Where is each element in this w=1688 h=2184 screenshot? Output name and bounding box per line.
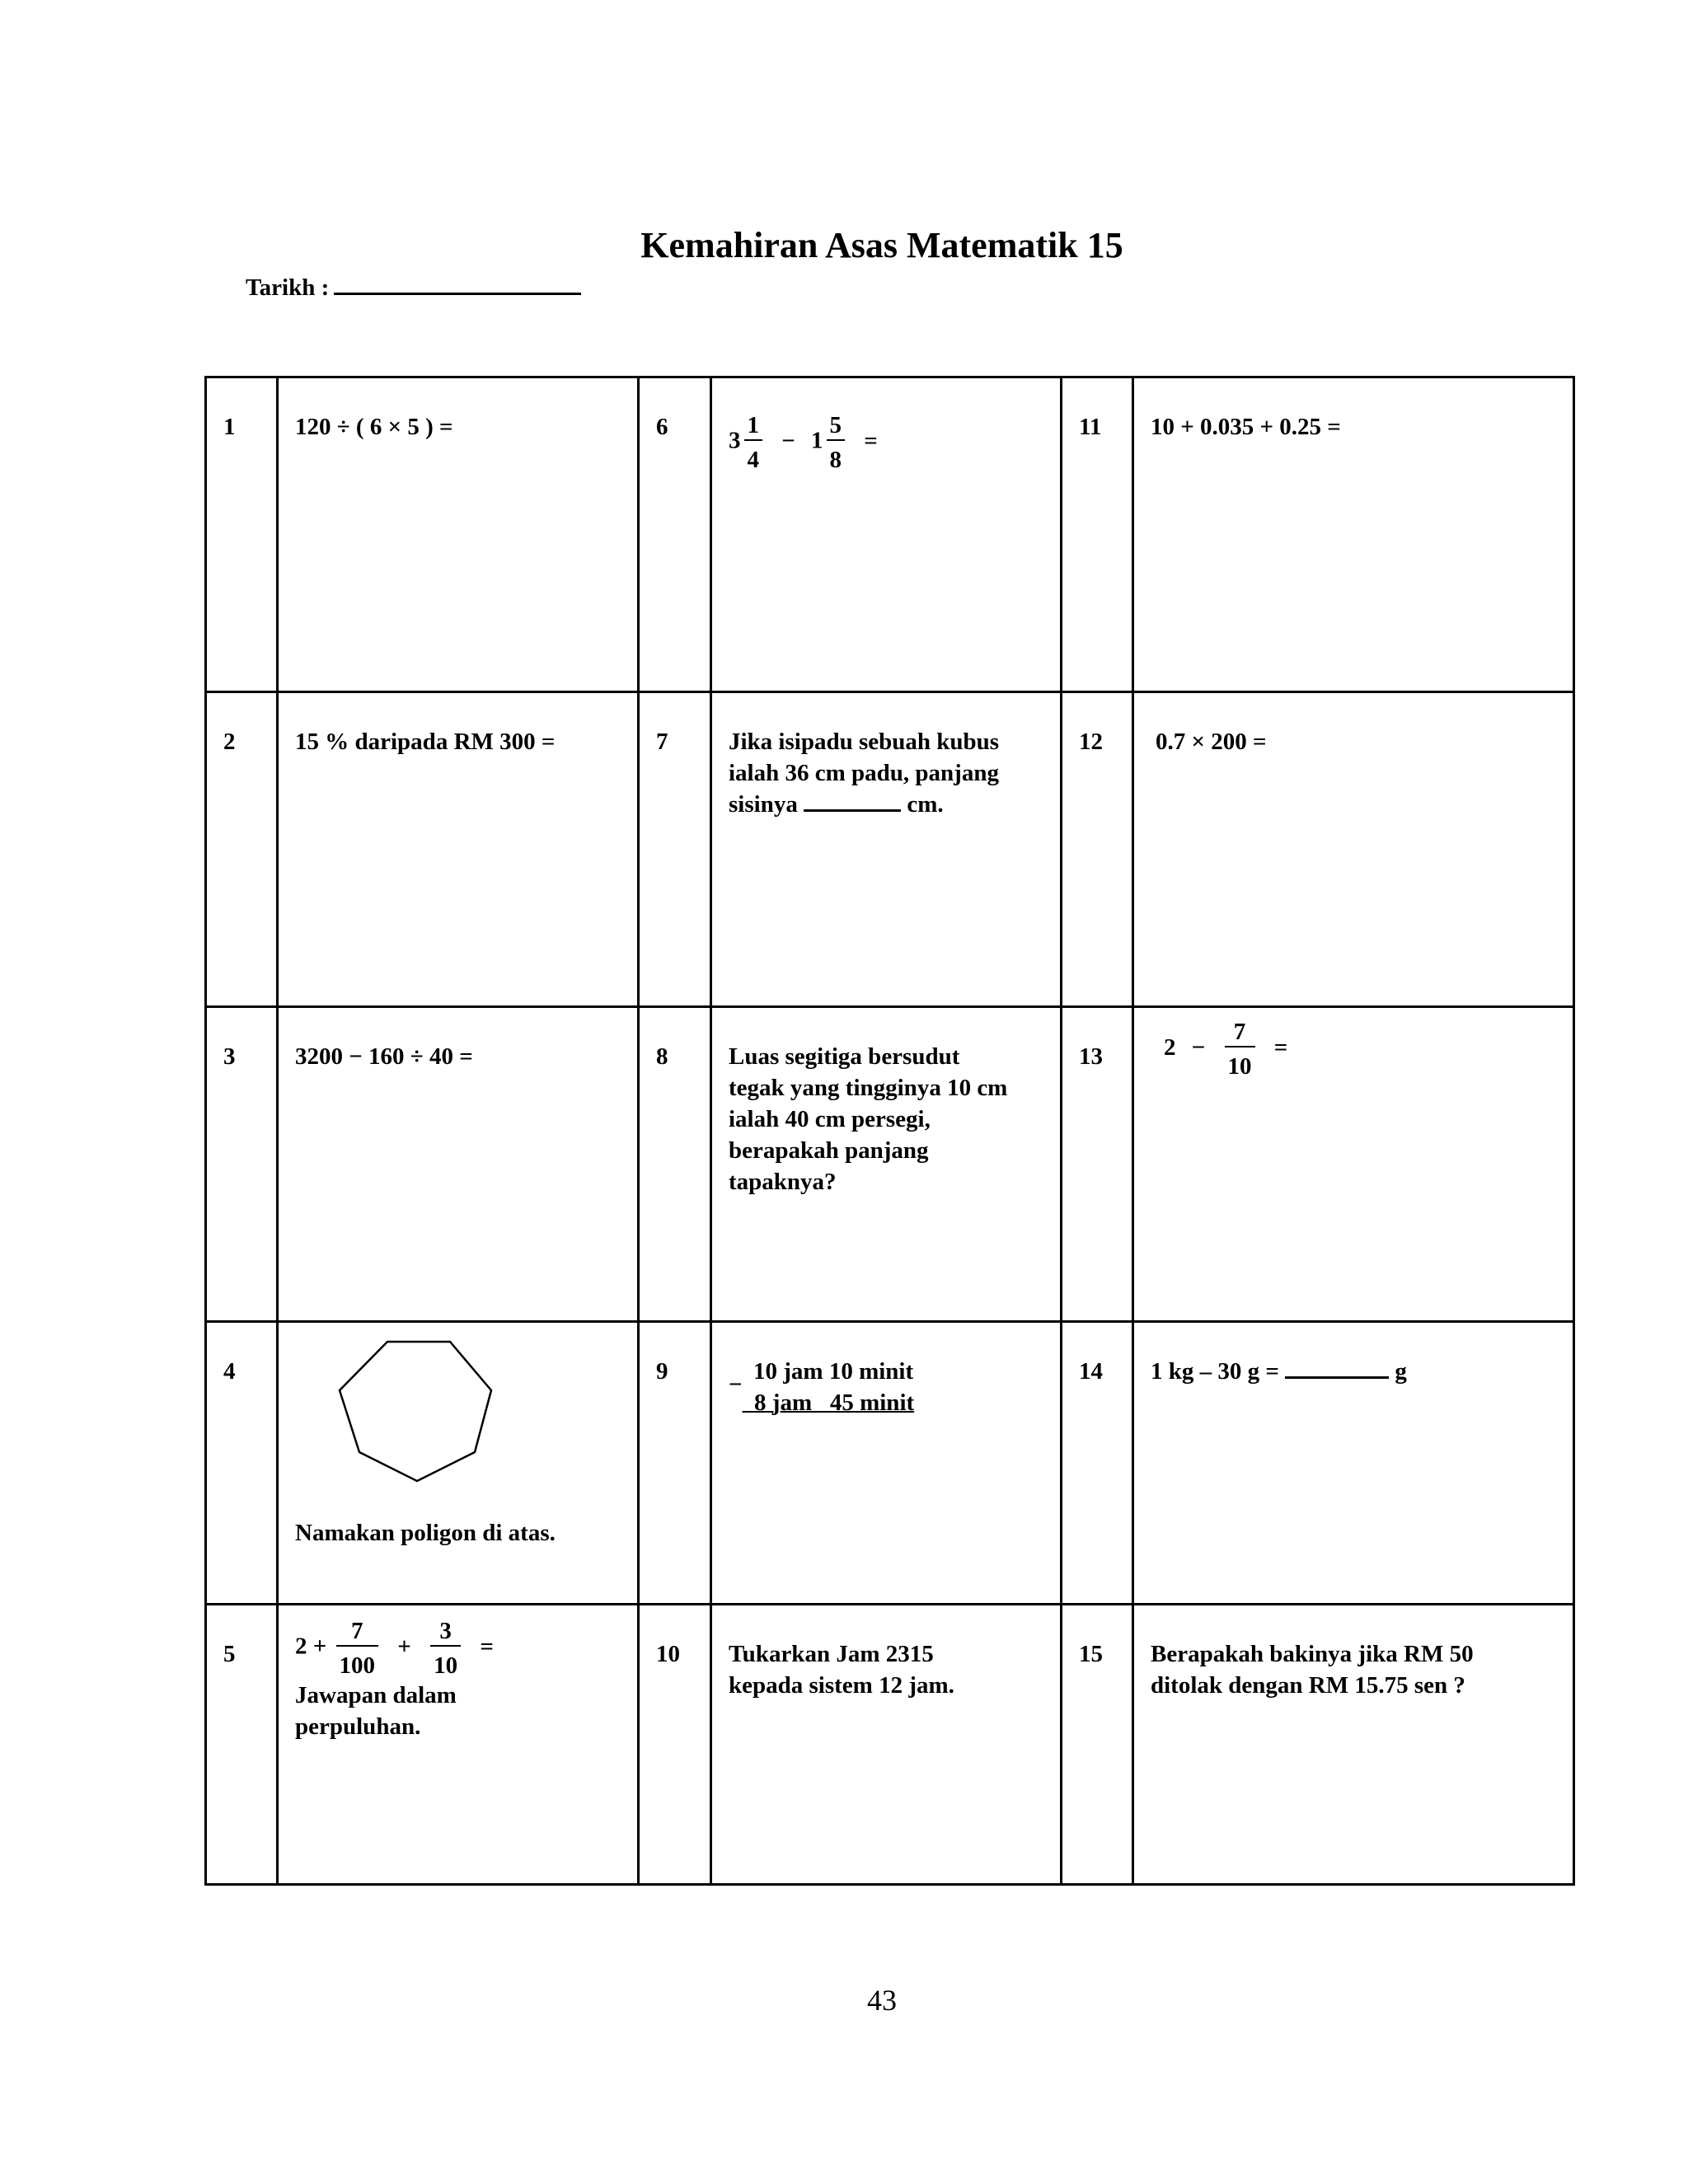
q6-whole-1: 3 bbox=[729, 427, 741, 454]
q10-line-2: kepada sistem 12 jam. bbox=[729, 1672, 954, 1699]
q7-line-3: sisinya cm. bbox=[729, 791, 944, 818]
question-6 bbox=[711, 377, 1062, 692]
question-1-text: 120 ÷ ( 6 × 5 ) = bbox=[295, 414, 453, 440]
question-number-5: 5 bbox=[206, 1605, 278, 1885]
q14-expression: 1 kg – 30 g = bbox=[1151, 1358, 1279, 1385]
grid-row-1 bbox=[206, 377, 1574, 692]
q9-line-1: 10 jam 10 minit bbox=[753, 1358, 914, 1385]
question-10 bbox=[711, 1605, 1062, 1885]
q6-fraction-2: $\frac{5}{8}$ bbox=[827, 411, 846, 474]
question-number-9: 9 bbox=[639, 1322, 711, 1605]
q8-line-3: ialah 40 cm persegi, bbox=[729, 1106, 931, 1132]
page-title: Kemahiran Asas Matematik 15 bbox=[640, 225, 1123, 265]
question-13 bbox=[1133, 1007, 1574, 1322]
q5-fraction-2: $\frac{3}{10}$ bbox=[430, 1617, 461, 1680]
page-number: 43 bbox=[867, 1984, 897, 2017]
q9-minus: − bbox=[729, 1371, 743, 1398]
q13-equals: = bbox=[1273, 1033, 1288, 1061]
q8-line-4: berapakah panjang bbox=[729, 1137, 929, 1164]
grid-row-2 bbox=[206, 692, 1574, 1007]
question-number-15: 15 bbox=[1062, 1605, 1133, 1885]
heptagon-figure bbox=[336, 1339, 501, 1484]
question-number-3: 3 bbox=[206, 1007, 278, 1322]
question-number-6: 6 bbox=[639, 377, 711, 692]
question-grid bbox=[204, 376, 1575, 1886]
q6-minus: − bbox=[781, 427, 795, 454]
grid-row-3 bbox=[206, 1007, 1574, 1322]
q7-line-1: Jika isipadu sebuah kubus bbox=[729, 729, 1000, 755]
question-14 bbox=[1133, 1322, 1574, 1605]
question-1 bbox=[278, 377, 639, 692]
question-8 bbox=[711, 1007, 1062, 1322]
q6-equals: = bbox=[864, 427, 878, 454]
question-number-14: 14 bbox=[1062, 1322, 1133, 1605]
question-11-text: 10 + 0.035 + 0.25 = bbox=[1151, 414, 1341, 440]
date-label: Tarikh : bbox=[246, 274, 330, 301]
question-number-1: 1 bbox=[206, 377, 278, 692]
question-number-10: 10 bbox=[639, 1605, 711, 1885]
grid-row-5 bbox=[206, 1605, 1574, 1885]
date-blank-line[interactable] bbox=[334, 273, 581, 295]
q10-line-1: Tukarkan Jam 2315 bbox=[729, 1641, 934, 1667]
q9-line-2: − 8 jam 45 minit bbox=[729, 1371, 915, 1416]
q5-expression: 2 + $\frac{7}{100}$ + $\frac{3}{10}$ = bbox=[295, 1618, 494, 1679]
grid-row-4 bbox=[206, 1322, 1574, 1605]
q5-fraction-1: $\frac{7}{100}$ bbox=[336, 1617, 379, 1680]
q7-line-2: ialah 36 cm padu, panjang bbox=[729, 760, 999, 786]
question-3 bbox=[278, 1007, 639, 1322]
q7-answer-blank[interactable] bbox=[804, 791, 901, 812]
question-2 bbox=[278, 692, 639, 1007]
q5-line-1: Jawapan dalam bbox=[295, 1682, 457, 1708]
question-7 bbox=[711, 692, 1062, 1007]
question-12-text: 0.7 × 200 = bbox=[1156, 729, 1267, 755]
question-5 bbox=[278, 1605, 639, 1885]
q15-line-2: ditolak dengan RM 15.75 sen ? bbox=[1151, 1672, 1465, 1699]
question-number-8: 8 bbox=[639, 1007, 711, 1322]
question-number-4: 4 bbox=[206, 1322, 278, 1605]
q15-line-1: Berapakah bakinya jika RM 50 bbox=[1151, 1641, 1474, 1667]
question-9 bbox=[711, 1322, 1062, 1605]
question-4-text: Namakan poligon di atas. bbox=[295, 1520, 556, 1546]
q8-line-2: tegak yang tingginya 10 cm bbox=[729, 1075, 1008, 1101]
q13-minus: − bbox=[1191, 1033, 1206, 1061]
question-4 bbox=[278, 1322, 639, 1605]
question-15 bbox=[1133, 1605, 1574, 1885]
date-field bbox=[246, 273, 581, 302]
question-11 bbox=[1133, 377, 1574, 692]
q6-whole-2: 1 bbox=[811, 427, 823, 454]
question-number-7: 7 bbox=[639, 692, 711, 1007]
q13-fraction: $\frac{7}{10}$ bbox=[1225, 1018, 1255, 1080]
question-number-13: 13 bbox=[1062, 1007, 1133, 1322]
question-2-text: 15 % daripada RM 300 = bbox=[295, 729, 556, 755]
q8-line-5: tapaknya? bbox=[729, 1169, 837, 1195]
question-3-text: 3200 − 160 ÷ 40 = bbox=[295, 1043, 473, 1070]
q14-unit: g bbox=[1395, 1358, 1407, 1385]
q5-line-2: perpuluhan. bbox=[295, 1713, 421, 1740]
question-number-2: 2 bbox=[206, 692, 278, 1007]
q6-fraction-1: $\frac{1}{4}$ bbox=[744, 411, 763, 474]
q13-whole: 2 bbox=[1164, 1033, 1176, 1061]
question-12 bbox=[1133, 692, 1574, 1007]
q14-answer-blank[interactable] bbox=[1285, 1358, 1389, 1379]
question-number-12: 12 bbox=[1062, 692, 1133, 1007]
question-number-11: 11 bbox=[1062, 377, 1133, 692]
q8-line-1: Luas segitiga bersudut bbox=[729, 1043, 960, 1070]
